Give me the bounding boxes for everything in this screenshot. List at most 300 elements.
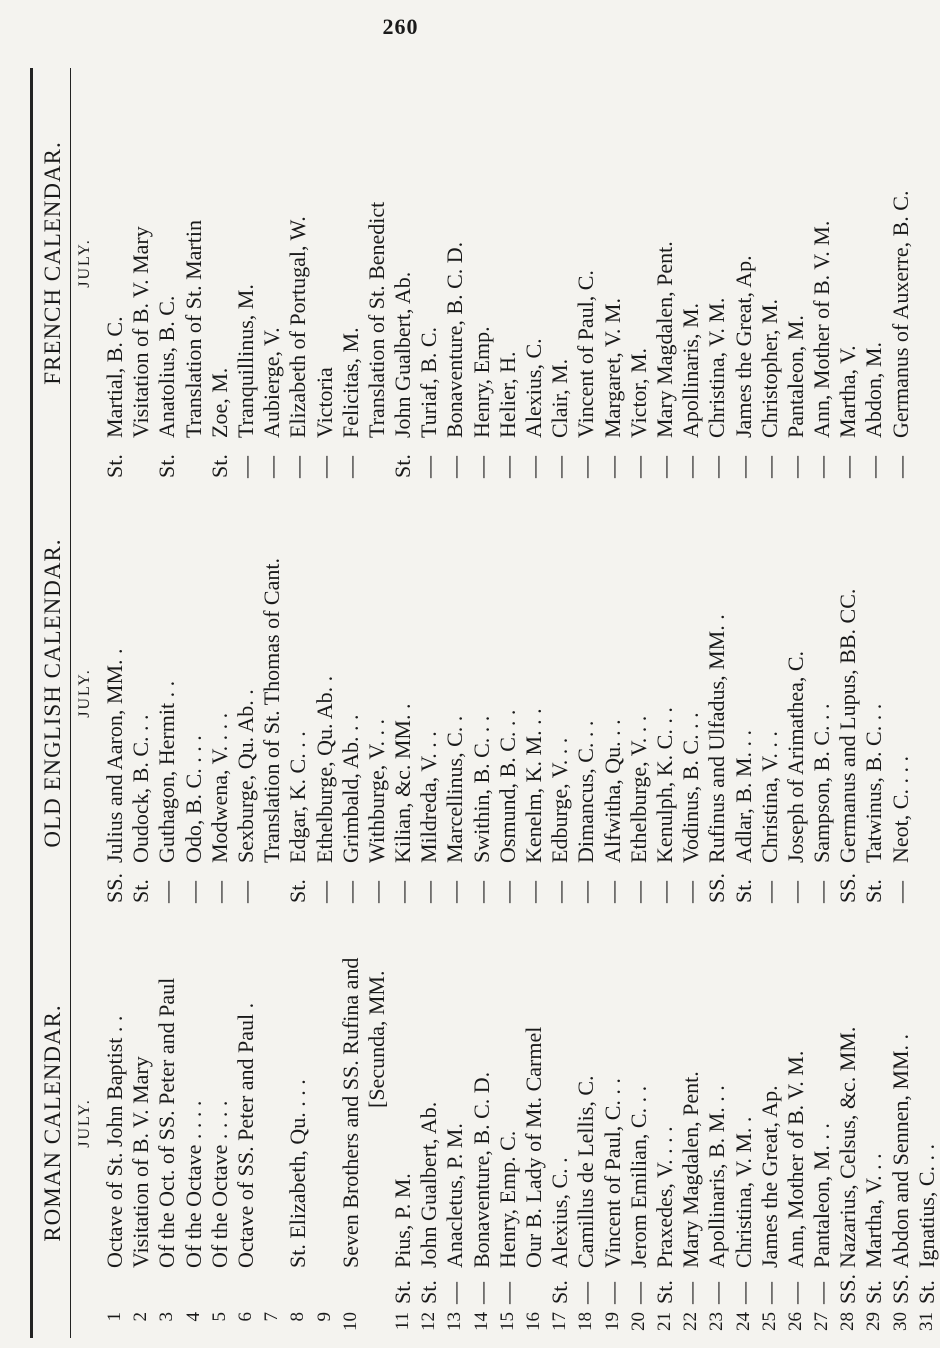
- saint-prefix: —: [547, 881, 573, 903]
- entry-text: Pius, P. M.: [390, 1173, 416, 1268]
- entry-text: Nazarius, Celsus, &c. MM.: [835, 1026, 861, 1268]
- calendar-entry: [259, 48, 285, 478]
- entry-text: James the Great, Ap.: [730, 255, 756, 438]
- french-calendar-column: [10, 48, 913, 478]
- rotated-calendar-spread: [10, 48, 939, 1338]
- saint-prefix: —: [730, 1282, 756, 1304]
- entry-text: Christina, V. M. .: [730, 1116, 756, 1268]
- calendar-entry: [207, 483, 233, 903]
- day-number: 8: [287, 1312, 309, 1322]
- old-english-entries: [102, 483, 914, 903]
- entry-text: St. Elizabeth, Qu. . . .: [285, 1079, 311, 1268]
- saint-prefix: —: [573, 1282, 599, 1304]
- entry-text: Christopher, M.: [756, 298, 782, 438]
- saint-prefix: St.: [206, 454, 232, 478]
- day-number: 22: [680, 1312, 702, 1331]
- calendar-entry: [731, 483, 757, 903]
- calendar-entry: [757, 483, 783, 903]
- saint-prefix: SS.: [835, 1274, 861, 1304]
- calendar-entry: [888, 48, 914, 478]
- calendar-entry: [469, 48, 495, 478]
- calendar-entry: [835, 908, 861, 1338]
- entry-text: Henry, Emp.: [468, 326, 494, 438]
- calendar-entry: [102, 908, 128, 1338]
- saint-prefix: —: [390, 881, 416, 903]
- entry-text: Martha, V. . .: [861, 1153, 887, 1268]
- entry-text: Translation of St. Thomas of Cant.: [259, 558, 285, 863]
- saint-prefix: —: [416, 881, 442, 903]
- calendar-entry: [861, 48, 887, 478]
- saint-prefix: —: [625, 456, 651, 478]
- saint-prefix: —: [678, 456, 704, 478]
- day-number: 21: [653, 1312, 675, 1331]
- entry-text: Bonaventure, B. C. D.: [468, 1071, 494, 1268]
- entry-text: Of the Oct. of SS. Peter and Paul: [154, 977, 180, 1268]
- entry-text: Seven Brothers and SS. Rufina and: [337, 957, 363, 1268]
- roman-calendar-column: [10, 908, 939, 1338]
- saint-prefix: —: [625, 881, 651, 903]
- calendar-entry: [390, 483, 416, 903]
- calendar-entry: [783, 908, 809, 1338]
- saint-prefix: —: [363, 881, 389, 903]
- calendar-entry: [154, 48, 180, 478]
- calendar-entry: [914, 908, 940, 1338]
- calendar-entry: [285, 483, 311, 903]
- entry-text: Mildreda, V. . .: [416, 731, 442, 863]
- calendar-entry: [102, 483, 128, 903]
- old-english-calendar-title: OLD ENGLISH CALENDAR.: [40, 538, 65, 848]
- calendar-entry: [731, 48, 757, 478]
- saint-prefix: —: [651, 456, 677, 478]
- saint-prefix: —: [599, 1282, 625, 1304]
- roman-entries: [102, 908, 940, 1338]
- entry-text: Vincent of Paul, C.: [573, 270, 599, 438]
- saint-prefix: St.: [390, 1280, 416, 1304]
- day-number: 27: [811, 1312, 833, 1331]
- entry-text: Joseph of Arimathea, C.: [782, 650, 808, 863]
- old-english-month-label: JULY.: [76, 668, 93, 718]
- entry-text: Swithin, B. C. . .: [468, 715, 494, 863]
- saint-prefix: —: [285, 456, 311, 478]
- entry-text: Withburge, V. . .: [363, 719, 389, 863]
- calendar-entry: [416, 908, 442, 1338]
- calendar-entry: [573, 48, 599, 478]
- saint-prefix: —: [311, 881, 337, 903]
- calendar-entry: [495, 483, 521, 903]
- calendar-entry: [783, 483, 809, 903]
- calendar-entry: [652, 908, 678, 1338]
- entry-text: Christina, V. M.: [704, 297, 730, 438]
- saint-prefix: —: [782, 881, 808, 903]
- french-month-label: JULY.: [76, 238, 93, 288]
- saint-prefix: —: [756, 456, 782, 478]
- day-number: 26: [784, 1312, 806, 1331]
- entry-text: Julius and Aaron, MM. .: [102, 648, 127, 863]
- entry-text: Anacletus, P. M.: [442, 1123, 468, 1268]
- day-number: 29: [863, 1312, 885, 1331]
- calendar-entry: [181, 48, 207, 478]
- calendar-entry: [181, 483, 207, 903]
- calendar-entry: [416, 48, 442, 478]
- saint-prefix: —: [809, 456, 835, 478]
- calendar-entry: [259, 483, 285, 903]
- calendar-entry: [809, 908, 835, 1338]
- calendar-entry: [678, 48, 704, 478]
- entry-text: Aubierge, V.: [259, 327, 285, 438]
- entry-text: Zoe, M.: [206, 367, 232, 438]
- entry-text: Abdon, M.: [861, 342, 887, 438]
- calendar-entry: [573, 908, 599, 1338]
- calendar-entry: [102, 48, 128, 478]
- saint-prefix: —: [311, 456, 337, 478]
- entry-text: Neot, C. . . .: [887, 756, 913, 863]
- saint-prefix: —: [154, 881, 180, 903]
- saint-prefix: —: [704, 456, 730, 478]
- saint-prefix: SS.: [102, 873, 127, 903]
- day-number: 20: [627, 1312, 649, 1331]
- saint-prefix: —: [651, 881, 677, 903]
- calendar-entry: [416, 483, 442, 903]
- entry-text: Alexius, C. .: [547, 1157, 573, 1268]
- saint-prefix: St.: [128, 879, 154, 903]
- entry-text: Octave of St. John Baptist . .: [102, 1015, 127, 1268]
- entry-text: Visitation of B. V. Mary: [128, 226, 154, 438]
- calendar-entry: [757, 48, 783, 478]
- day-number: 6: [234, 1312, 256, 1322]
- saint-prefix: —: [861, 456, 887, 478]
- saint-prefix: —: [468, 456, 494, 478]
- entry-text: Abdon and Sennen, MM. .: [887, 1033, 913, 1268]
- calendar-entry: [233, 48, 259, 478]
- entry-text: Apollinaris, B. M. . .: [704, 1085, 730, 1268]
- calendar-entry: [888, 908, 914, 1338]
- calendar-entry: [704, 48, 730, 478]
- calendar-entry: [312, 483, 338, 903]
- entry-text: Margaret, V. M.: [599, 298, 625, 438]
- saint-prefix: St.: [861, 1280, 887, 1304]
- saint-prefix: —: [180, 881, 206, 903]
- entry-text: John Gualbert, Ab.: [390, 271, 416, 438]
- entry-text: Tranquillinus, M.: [232, 284, 258, 438]
- entry-text: Osmund, B. C. . .: [494, 709, 520, 863]
- entry-text: Rufinus and Ulfadus, MM. .: [704, 614, 730, 863]
- saint-prefix: —: [809, 881, 835, 903]
- entry-text: Mary Magdalen, Pent.: [651, 241, 677, 438]
- calendar-entry: [757, 908, 783, 1338]
- entry-text: Apollinaris, M.: [678, 302, 704, 438]
- entry-text: Germanus of Auxerre, B. C.: [887, 190, 913, 438]
- calendar-entry: [338, 483, 364, 903]
- saint-prefix: —: [835, 456, 861, 478]
- saint-prefix: —: [599, 881, 625, 903]
- entry-text: Martha, V.: [835, 345, 861, 438]
- saint-prefix: St.: [154, 454, 180, 478]
- saint-prefix: —: [337, 456, 363, 478]
- calendar-entry: [600, 483, 626, 903]
- calendar-entry: [469, 483, 495, 903]
- calendar-entry: [888, 483, 914, 903]
- calendar-entry: [442, 908, 468, 1338]
- saint-prefix: —: [494, 456, 520, 478]
- entry-text: James the Great, Ap.: [756, 1085, 782, 1268]
- entry-text: Pantaleon, M.: [782, 315, 808, 438]
- entry-text: Vodinus, B. C. . .: [678, 712, 704, 863]
- calendar-entry: [495, 908, 521, 1338]
- entry-text: Sampson, B. C. . .: [809, 703, 835, 863]
- entry-text: Turiaf, B. C.: [416, 326, 442, 438]
- saint-prefix: St.: [547, 1280, 573, 1304]
- entry-text: Ethelburge, V. . .: [625, 715, 651, 863]
- calendar-entry: [469, 908, 495, 1338]
- entry-text: Our B. Lady of Mt. Carmel: [521, 1026, 546, 1268]
- entry-text: Kilian, &c. MM. .: [390, 703, 416, 863]
- entry-text: Ann, Mother of B. V. M.: [809, 220, 835, 438]
- day-number: 4: [182, 1312, 204, 1322]
- calendar-entry: [809, 48, 835, 478]
- calendar-entry: [861, 908, 887, 1338]
- entry-text: Oudock, B. C. . .: [128, 714, 154, 863]
- saint-prefix: —: [521, 456, 546, 478]
- calendar-entry: [521, 483, 547, 903]
- entry-text: Ann, Mother of B. V. M.: [782, 1050, 808, 1268]
- calendar-entry: [207, 908, 233, 1338]
- calendar-entry: [626, 908, 652, 1338]
- saint-prefix: —: [442, 1282, 468, 1304]
- entry-text: Visitation of B. V. Mary: [128, 1056, 154, 1268]
- calendar-entry: [364, 483, 390, 903]
- entry-text: Grimbald, Ab. . .: [337, 714, 363, 863]
- calendar-entry: [652, 48, 678, 478]
- calendar-entry: [731, 908, 757, 1338]
- calendar-entry: [233, 908, 259, 1338]
- saint-prefix: —: [730, 456, 756, 478]
- entry-text: Clair, M.: [547, 358, 573, 438]
- day-number: 11: [392, 1312, 414, 1331]
- calendar-entry: [626, 483, 652, 903]
- saint-prefix: St.: [651, 1280, 677, 1304]
- saint-prefix: St.: [861, 879, 887, 903]
- saint-prefix: —: [468, 881, 494, 903]
- saint-prefix: —: [206, 881, 232, 903]
- saint-prefix: —: [756, 881, 782, 903]
- saint-prefix: —: [573, 881, 599, 903]
- day-number: 14: [470, 1312, 492, 1331]
- calendar-entry: [442, 48, 468, 478]
- entry-text: Edburge, V. . .: [547, 737, 573, 863]
- calendar-entry: [233, 483, 259, 903]
- entry-text: Pantaleon, M. . .: [809, 1123, 835, 1268]
- day-number: 10: [339, 1312, 361, 1331]
- entry-text: Kenulph, K. C. . .: [651, 707, 677, 863]
- calendar-entry: [181, 908, 207, 1338]
- entry-text: Christina, V. . .: [756, 731, 782, 863]
- day-number: 17: [549, 1312, 571, 1331]
- entry-text: Helier, H.: [494, 351, 520, 438]
- french-entries: [102, 48, 914, 478]
- day-number: 18: [575, 1312, 597, 1331]
- day-number: 25: [758, 1312, 780, 1331]
- entry-text: Translation of St. Martin: [180, 220, 206, 438]
- saint-prefix: —: [782, 456, 808, 478]
- entry-text: Adlar, B. M. . .: [730, 730, 756, 863]
- entry-text: Kenelm, K. M. . .: [521, 708, 546, 863]
- calendar-entry: [495, 48, 521, 478]
- saint-prefix: —: [442, 881, 468, 903]
- roman-month-label: JULY.: [76, 1098, 93, 1148]
- entry-text: Of the Octave . . . .: [180, 1100, 206, 1268]
- calendar-entry: [809, 483, 835, 903]
- calendar-entry: [128, 483, 154, 903]
- entry-text: Alfwitha, Qu. . .: [599, 719, 625, 863]
- entry-text: Jerom Emilian, C. . .: [625, 1085, 651, 1268]
- saint-prefix: —: [259, 456, 285, 478]
- calendar-entry: [573, 483, 599, 903]
- calendar-entry: [128, 908, 154, 1338]
- saint-prefix: —: [442, 456, 468, 478]
- entry-text: Dimancus, C. . .: [573, 720, 599, 863]
- entry-text: Modwena, V. . . .: [206, 712, 232, 863]
- calendar-entry: [338, 908, 364, 1338]
- calendar-entry: [259, 908, 285, 1338]
- day-number: 16: [523, 1312, 544, 1331]
- day-number: 5: [208, 1312, 230, 1322]
- calendar-entry: [704, 483, 730, 903]
- french-calendar-title: FRENCH CALENDAR.: [40, 141, 65, 385]
- entry-text: John Gualbert, Ab.: [416, 1101, 442, 1268]
- saint-prefix: —: [704, 1282, 730, 1304]
- calendar-entry: [678, 483, 704, 903]
- calendar-entry: [704, 908, 730, 1338]
- calendar-entry: [154, 483, 180, 903]
- entry-text: Anatolius, B. C.: [154, 295, 180, 438]
- entry-text: [Secunda, MM.: [363, 970, 389, 1108]
- column-divider-rule: [70, 68, 71, 1338]
- entry-text: Ethelburge, Qu. Ab. .: [311, 675, 337, 863]
- entry-text: Victor, M.: [625, 347, 651, 438]
- entry-text: Mary Magdalen, Pent.: [678, 1071, 704, 1268]
- calendar-entry: [338, 48, 364, 478]
- calendar-entry: [861, 483, 887, 903]
- saint-prefix: —: [782, 1282, 808, 1304]
- calendar-entry: [364, 48, 390, 478]
- entry-text: Vincent of Paul, C. . .: [599, 1078, 625, 1268]
- calendar-entry: [390, 48, 416, 478]
- entry-text: Victoria: [311, 367, 337, 438]
- old-english-calendar-column: [10, 483, 913, 903]
- saint-prefix: —: [416, 456, 442, 478]
- entry-text: Octave of SS. Peter and Paul .: [232, 1002, 258, 1268]
- calendar-entry: [626, 48, 652, 478]
- saint-prefix: —: [678, 1282, 704, 1304]
- saint-prefix: —: [547, 456, 573, 478]
- day-number: 19: [601, 1312, 623, 1331]
- calendar-entry: [547, 908, 573, 1338]
- saint-prefix: SS.: [704, 873, 730, 903]
- day-number: 7: [261, 1312, 283, 1322]
- entry-text: Sexburge, Qu. Ab. .: [232, 689, 258, 863]
- calendar-entry: [285, 48, 311, 478]
- saint-prefix: —: [887, 881, 913, 903]
- calendar-entry: [312, 48, 338, 478]
- calendar-entry: [521, 48, 547, 478]
- saint-prefix: —: [573, 456, 599, 478]
- calendar-entry: [390, 908, 416, 1338]
- saint-prefix: St.: [285, 879, 311, 903]
- calendar-entry: [547, 483, 573, 903]
- entry-text: Ignatius, C. . .: [913, 1143, 939, 1268]
- entry-text: Edgar, K. C. . .: [285, 731, 311, 863]
- entry-text: Bonaventure, B. C. D.: [442, 241, 468, 438]
- day-number: 2: [130, 1312, 152, 1322]
- entry-text: Germanus and Lupus, BB. CC.: [835, 588, 861, 863]
- saint-prefix: —: [337, 881, 363, 903]
- calendar-entry: [600, 908, 626, 1338]
- saint-prefix: SS.: [835, 873, 861, 903]
- calendar-entry: [600, 48, 626, 478]
- day-number: 23: [706, 1312, 728, 1331]
- calendar-entry: [547, 48, 573, 478]
- saint-prefix: —: [521, 881, 546, 903]
- entry-text: Alexius, C.: [521, 338, 546, 438]
- saint-prefix: —: [678, 881, 704, 903]
- calendar-entry: [207, 48, 233, 478]
- entry-text: Tatwinus, B. C. . .: [861, 703, 887, 863]
- calendar-entry: [835, 48, 861, 478]
- entry-text: Camillus de Lellis, C.: [573, 1075, 599, 1268]
- day-number: 28: [837, 1312, 859, 1331]
- calendar-entry: [783, 48, 809, 478]
- saint-prefix: —: [599, 456, 625, 478]
- calendar-entry: [128, 48, 154, 478]
- calendar-entry: [835, 483, 861, 903]
- calendar-entry: [521, 908, 547, 1338]
- day-number: 3: [156, 1312, 178, 1322]
- page-number: 260: [382, 14, 419, 39]
- saint-prefix: —: [468, 1282, 494, 1304]
- day-number: 31: [915, 1312, 937, 1331]
- saint-prefix: —: [809, 1282, 835, 1304]
- day-number: 30: [889, 1312, 911, 1331]
- day-number: 9: [313, 1312, 335, 1322]
- calendar-entry: [652, 483, 678, 903]
- day-number: 13: [444, 1312, 466, 1331]
- day-number: 24: [732, 1312, 754, 1331]
- saint-prefix: St.: [390, 454, 416, 478]
- entry-text: Guthagon, Hermit . .: [154, 680, 180, 863]
- entry-text: Elizabeth of Portugal, W.: [285, 216, 311, 438]
- saint-prefix: St.: [730, 879, 756, 903]
- entry-text: Of the Octave . . . .: [206, 1100, 232, 1268]
- entry-text: Translation of St. Benedict: [363, 201, 389, 438]
- calendar-entry: [285, 908, 311, 1338]
- day-number: 1: [104, 1312, 125, 1322]
- calendar-entry: [154, 908, 180, 1338]
- calendar-entry: [312, 908, 338, 1338]
- saint-prefix: —: [494, 1282, 520, 1304]
- day-number: 15: [496, 1312, 518, 1331]
- saint-prefix: SS.: [887, 1274, 913, 1304]
- entry-text: Felicitas, M.: [337, 327, 363, 438]
- entry-text: Martial, B. C.: [102, 316, 127, 438]
- saint-prefix: —: [625, 1282, 651, 1304]
- entry-text: Odo, B. C. . . .: [180, 735, 206, 863]
- saint-prefix: St.: [102, 454, 127, 478]
- saint-prefix: St.: [416, 1280, 442, 1304]
- saint-prefix: —: [887, 456, 913, 478]
- saint-prefix: —: [756, 1282, 782, 1304]
- saint-prefix: —: [494, 881, 520, 903]
- calendar-entry: [442, 483, 468, 903]
